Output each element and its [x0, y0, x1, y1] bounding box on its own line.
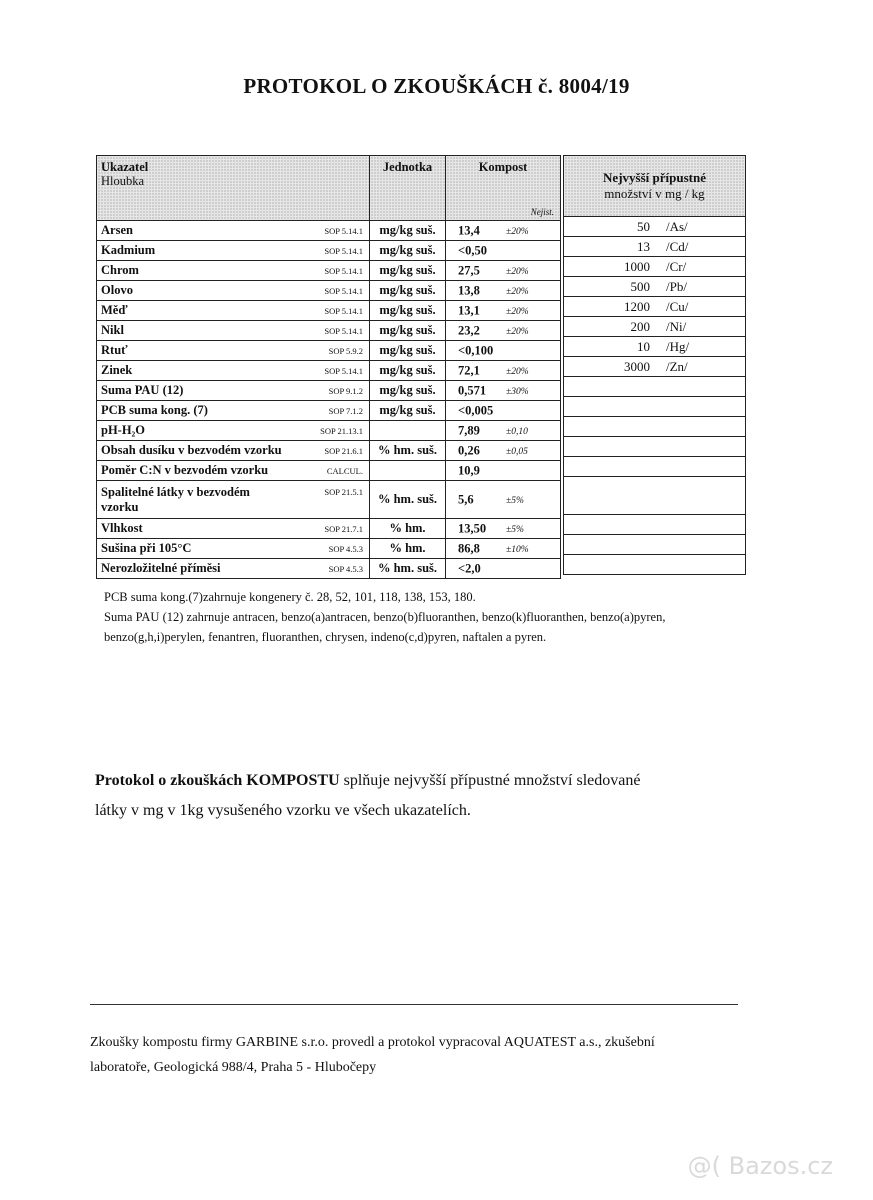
limits-cell [564, 337, 746, 357]
row-value: 5,6 [458, 492, 474, 506]
row-value-cell [446, 401, 561, 421]
row-name: Nerozložitelné příměsi [101, 561, 221, 575]
row-name-wrap [101, 223, 365, 238]
page-title: PROTOKOL O ZKOUŠKÁCH č. 8004/19 [243, 74, 630, 98]
limits-cell-content [564, 279, 745, 295]
row-name-wrap [101, 485, 365, 500]
row-value: 23,2 [458, 323, 480, 337]
limit-value: 1000 [624, 258, 650, 274]
row-uncertainty: ±20% [506, 226, 529, 237]
row-name: Spalitelné látky v bezvodém [101, 484, 250, 499]
row-name-wrap [101, 243, 365, 258]
row-name-cell [97, 361, 370, 381]
row-unit: mg/kg suš. [370, 361, 446, 381]
row-sop: SOP 5.14.1 [324, 305, 363, 316]
row-uncertainty: ±20% [506, 286, 529, 297]
table-row [97, 421, 561, 441]
header-ukazatel [97, 156, 370, 221]
row-unit: mg/kg suš. [370, 241, 446, 261]
table-row [97, 461, 561, 481]
limits-cell [564, 277, 746, 297]
row-sop: SOP 9.1.2 [328, 385, 363, 396]
table-row [97, 401, 561, 421]
row-uncertainty: ±20% [506, 326, 529, 337]
row-uncertainty: ±20% [506, 366, 529, 377]
row-name-cell [97, 281, 370, 301]
row-name-wrap [101, 561, 365, 576]
row-name-cell [97, 461, 370, 481]
row-name-cell [97, 321, 370, 341]
row-value: 13,1 [458, 303, 480, 317]
footer [90, 1030, 750, 1080]
row-name: Suma PAU (12) [101, 383, 184, 397]
row-uncertainty: ±5% [506, 524, 524, 535]
row-name-cell [97, 401, 370, 421]
row-value-cell [446, 441, 561, 461]
limit-value: 3000 [624, 358, 650, 374]
note-pau-continued: benzo(g,h,i)perylen, fenantren, fluoranthen, chrysen, indeno(c,d)pyren, naftalen a pyren. [104, 630, 547, 644]
limits-row [564, 257, 746, 277]
limit-value: 13 [637, 238, 650, 254]
row-value-cell [446, 539, 561, 559]
row-value: 7,89 [458, 423, 480, 437]
row-sop: SOP 21.13.1 [320, 425, 363, 436]
limits-table [563, 155, 746, 575]
row-value: 10,9 [458, 463, 480, 477]
conclusion [95, 766, 775, 826]
row-name-wrap [101, 443, 365, 458]
limits-cell-empty [564, 457, 746, 477]
limits-row [564, 357, 746, 377]
row-sop: SOP 4.5.3 [328, 543, 363, 554]
row-value-cell [446, 421, 561, 441]
row-name-wrap [101, 521, 365, 536]
table-row [97, 361, 561, 381]
limits-row [564, 237, 746, 257]
limit-element: /Cd/ [666, 238, 689, 254]
row-sop: SOP 5.9.2 [328, 345, 363, 356]
limit-element: /Hg/ [666, 338, 690, 354]
row-value-cell [446, 481, 561, 519]
limit-value: 1200 [624, 298, 650, 314]
table-row [97, 281, 561, 301]
limits-header-line2: množství v mg / kg [604, 186, 705, 201]
row-uncertainty: ±0,05 [506, 446, 528, 457]
row-unit: % hm. suš. [370, 441, 446, 461]
row-name-wrap [101, 283, 365, 298]
header-ukazatel-label: Ukazatel [101, 160, 149, 174]
row-unit: mg/kg suš. [370, 341, 446, 361]
row-sop: SOP 5.14.1 [324, 325, 363, 336]
limits-row [564, 397, 746, 417]
row-uncertainty: ±20% [506, 306, 529, 317]
row-sop: SOP 5.14.1 [324, 265, 363, 276]
limits-header-line1: Nejvyšší přípustné [603, 170, 706, 185]
row-name-wrap [101, 263, 365, 278]
header-kompost [446, 156, 561, 221]
row-name-cell [97, 241, 370, 261]
header-jednotka: Jednotka [370, 156, 446, 221]
row-value-cell [446, 241, 561, 261]
header-nejist-label: Nejist. [530, 207, 554, 217]
row-value: 86,8 [458, 541, 480, 555]
row-value: 13,50 [458, 521, 487, 535]
row-name-wrap [101, 323, 365, 338]
limits-cell [564, 217, 746, 237]
results-table [96, 155, 561, 579]
row-name: Rtuť [101, 343, 128, 357]
conclusion-line2: látky v mg v 1kg vysušeného vzorku ve všech ukazatelích. [95, 802, 471, 819]
row-name-cell [97, 381, 370, 401]
row-value: <0,100 [458, 343, 494, 357]
limit-value: 500 [630, 278, 650, 294]
limits-cell [564, 317, 746, 337]
limits-cell-empty [564, 555, 746, 575]
limit-element: /Zn/ [666, 358, 688, 374]
limits-cell-empty [564, 437, 746, 457]
row-value: <2,0 [458, 561, 481, 575]
row-value: 13,4 [458, 223, 480, 237]
row-name-wrap [101, 383, 365, 398]
row-name: Poměr C:N v bezvodém vzorku [101, 463, 269, 477]
row-name: Sušina při 105°C [101, 541, 192, 555]
row-name: Kadmium [101, 243, 156, 257]
limits-row [564, 535, 746, 555]
limits-cell-content [564, 319, 745, 335]
limits-row [564, 277, 746, 297]
table-row [97, 241, 561, 261]
row-uncertainty: ±0,10 [506, 426, 528, 437]
row-name-wrap [101, 463, 365, 478]
row-unit: mg/kg suš. [370, 381, 446, 401]
row-name-wrap [101, 403, 365, 418]
table-row [97, 221, 561, 241]
limit-element: /Cu/ [666, 298, 689, 314]
row-value: 0,571 [458, 383, 487, 397]
table-row [97, 519, 561, 539]
table-row [97, 441, 561, 461]
row-name-cell [97, 341, 370, 361]
row-uncertainty: ±30% [506, 386, 529, 397]
row-name-wrap [101, 303, 365, 318]
row-name: Obsah dusíku v bezvodém vzorku [101, 443, 282, 457]
row-unit: mg/kg suš. [370, 281, 446, 301]
row-sop: SOP 5.14.1 [324, 225, 363, 236]
row-value-cell [446, 221, 561, 241]
row-value: <0,005 [458, 403, 494, 417]
limits-row [564, 437, 746, 457]
note-pcb: PCB suma kong.(7)zahrnuje kongenery č. 28, 52, 101, 118, 138, 153, 180. [104, 590, 476, 604]
limits-row [564, 477, 746, 515]
row-name-wrap [101, 541, 365, 556]
limits-row [564, 555, 746, 575]
row-sop: CALCUL. [326, 465, 363, 476]
limits-cell [564, 297, 746, 317]
row-name: Chrom [101, 263, 139, 277]
row-sop: SOP 4.5.3 [328, 563, 363, 574]
conclusion-bold: Protokol o zkouškách KOMPOSTU [95, 772, 340, 789]
row-sop: SOP 5.14.1 [324, 245, 363, 256]
limits-cell-empty [564, 377, 746, 397]
limit-value: 200 [630, 318, 650, 334]
table-row [97, 261, 561, 281]
limits-cell-empty [564, 515, 746, 535]
table-row [97, 381, 561, 401]
row-name-cell [97, 559, 370, 579]
row-name-cell [97, 301, 370, 321]
row-value-cell [446, 301, 561, 321]
limit-element: /Cr/ [666, 258, 687, 274]
row-name: Nikl [101, 323, 124, 337]
row-value-cell [446, 559, 561, 579]
row-name-wrap [101, 423, 365, 438]
limits-cell [564, 257, 746, 277]
limits-row [564, 217, 746, 237]
limits-row [564, 515, 746, 535]
row-unit: % hm. [370, 519, 446, 539]
limits-row [564, 337, 746, 357]
row-sop: SOP 7.1.2 [328, 405, 363, 416]
limits-header-cell [564, 156, 746, 217]
limits-cell-empty [564, 535, 746, 555]
table-row [97, 559, 561, 579]
limits-row [564, 297, 746, 317]
row-value-cell [446, 461, 561, 481]
limits-row [564, 377, 746, 397]
row-value-cell [446, 341, 561, 361]
row-name: PCB suma kong. (7) [101, 403, 208, 417]
limits-cell-content [564, 239, 745, 255]
limits-cell-content [564, 259, 745, 275]
row-value: <0,50 [458, 243, 487, 257]
row-name-wrap [101, 363, 365, 378]
limits-cell-empty [564, 477, 746, 515]
limits-cell-content [564, 299, 745, 315]
row-sop: SOP 21.5.1 [324, 487, 363, 497]
row-uncertainty: ±5% [506, 495, 524, 506]
limit-element: /As/ [666, 218, 688, 234]
row-name: pH-H₂O [101, 423, 146, 437]
row-unit: mg/kg suš. [370, 221, 446, 241]
limits-row [564, 317, 746, 337]
row-value-cell [446, 381, 561, 401]
limits-cell-content [564, 359, 745, 375]
results-table-header [97, 156, 561, 221]
row-name-cell [97, 421, 370, 441]
conclusion-line1 [95, 766, 775, 796]
footer-line1: Zkoušky kompostu firmy GARBINE s.r.o. provedl a protokol vypracoval AQUATEST a.s., zkušební [90, 1035, 655, 1050]
row-unit [370, 421, 446, 441]
row-unit: % hm. suš. [370, 481, 446, 519]
limits-cell-content [564, 219, 745, 235]
row-unit: mg/kg suš. [370, 261, 446, 281]
table-row [97, 341, 561, 361]
row-sop: SOP 5.14.1 [324, 285, 363, 296]
row-name: Vlhkost [101, 521, 143, 535]
row-value: 13,8 [458, 283, 480, 297]
row-unit: mg/kg suš. [370, 401, 446, 421]
limit-value: 10 [637, 338, 650, 354]
limits-cell [564, 237, 746, 257]
row-value-cell [446, 361, 561, 381]
row-sop: SOP 21.7.1 [324, 523, 363, 534]
row-name: Arsen [101, 223, 133, 237]
row-name: Olovo [101, 283, 133, 297]
row-name-cell [97, 221, 370, 241]
row-name-cell [97, 539, 370, 559]
limits-row [564, 457, 746, 477]
header-hloubka-label: Hloubka [101, 174, 145, 188]
row-sop: SOP 21.6.1 [324, 445, 363, 456]
row-value-cell [446, 261, 561, 281]
limits-table-header [564, 156, 746, 217]
table-row [97, 539, 561, 559]
row-name-wrap [101, 343, 365, 358]
row-value-cell [446, 321, 561, 341]
row-value: 0,26 [458, 443, 480, 457]
table-row [97, 321, 561, 341]
limit-element: /Ni/ [666, 318, 687, 334]
row-name-cell [97, 519, 370, 539]
row-unit: mg/kg suš. [370, 321, 446, 341]
table-row [97, 301, 561, 321]
row-name: Měď [101, 303, 128, 317]
row-value: 72,1 [458, 363, 480, 377]
limits-cell-empty [564, 417, 746, 437]
row-name-cell [97, 261, 370, 281]
header-kompost-label: Kompost [478, 160, 528, 174]
limits-cell [564, 357, 746, 377]
row-value-cell [446, 519, 561, 539]
row-uncertainty: ±20% [506, 266, 529, 277]
limits-cell-content [564, 339, 745, 355]
limits-cell-empty [564, 397, 746, 417]
row-sop: SOP 5.14.1 [324, 365, 363, 376]
table-row [97, 481, 561, 519]
note-pau: Suma PAU (12) zahrnuje antracen, benzo(a)antracen, benzo(b)fluoranthen, benzo(k)fluoranthen, benzo(a)pyren, [104, 610, 666, 624]
row-name-cell [97, 481, 370, 519]
footer-line2: laboratoře, Geologická 988/4, Praha 5 - Hlubočepy [90, 1060, 377, 1075]
limits-row [564, 417, 746, 437]
row-value-cell [446, 281, 561, 301]
conclusion-rest: splňuje nejvyšší přípustné množství sledované [339, 772, 641, 789]
row-name: Zinek [101, 363, 133, 377]
row-unit [370, 461, 446, 481]
row-name-cell [97, 441, 370, 461]
row-value: 27,5 [458, 263, 480, 277]
row-unit: % hm. [370, 539, 446, 559]
row-unit: % hm. suš. [370, 559, 446, 579]
row-uncertainty: ±10% [506, 544, 529, 555]
limit-element: /Pb/ [666, 278, 687, 294]
bazos-watermark: @( Bazos.cz [687, 1152, 833, 1180]
divider [90, 1004, 738, 1005]
row-unit: mg/kg suš. [370, 301, 446, 321]
limit-value: 50 [637, 218, 650, 234]
notes [104, 587, 665, 647]
row-name-continued: vzorku [101, 499, 139, 514]
